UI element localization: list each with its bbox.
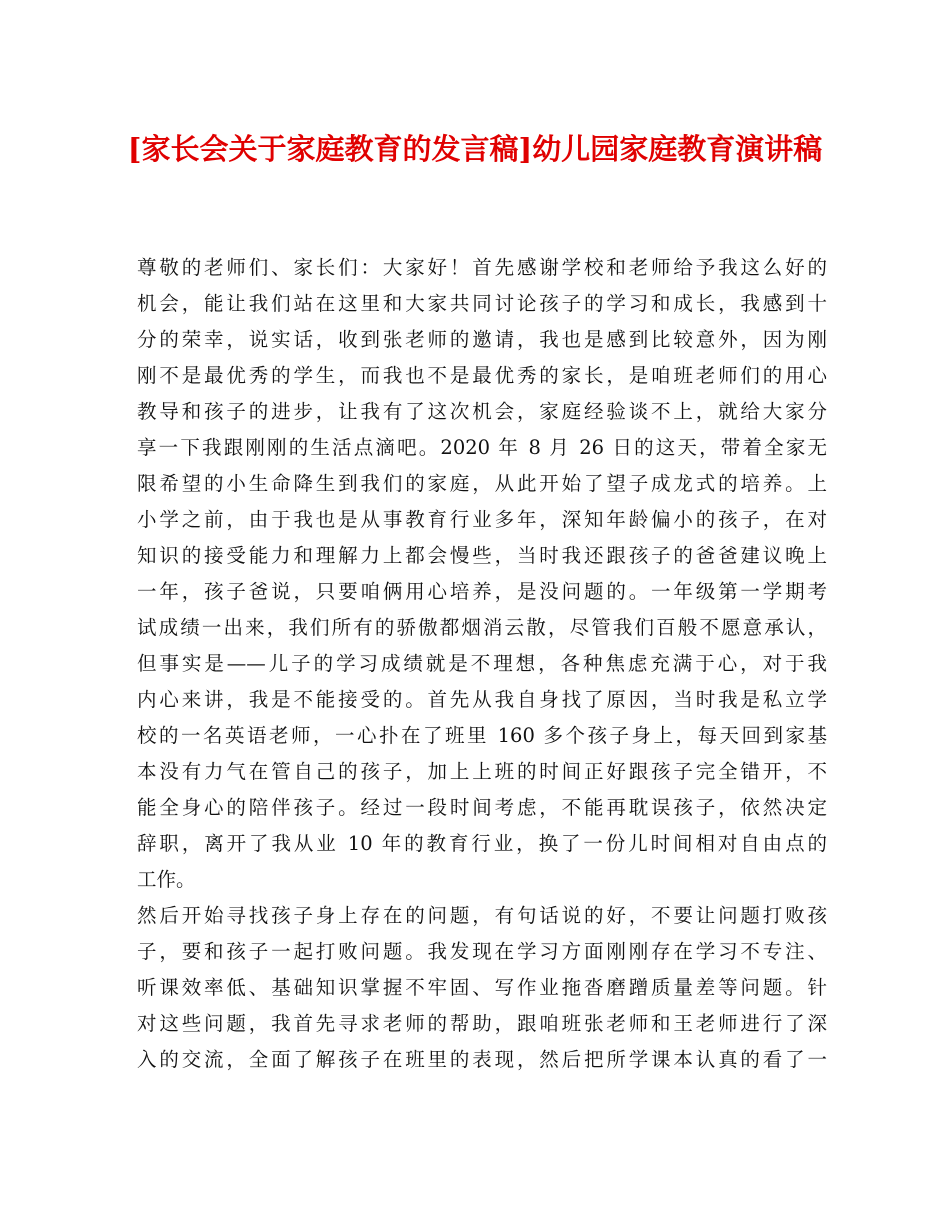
body-line: 对这些问题，我首先寻求老师的帮助，跟咱班张老师和王老师进行了深 <box>137 1012 827 1035</box>
body-line: 辞职，离开了我从业 10 年的教育行业，换了一份儿时间相对自由点的 <box>137 832 827 855</box>
body-line: 限希望的小生命降生到我们的家庭，从此开始了望子成龙式的培养。上 <box>137 472 827 495</box>
body-line: 享一下我跟刚刚的生活点滴吧。2020 年 8 月 26 日的这天，带着全家无 <box>137 436 827 459</box>
document-title: [家长会关于家庭教育的发言稿]幼儿园家庭教育演讲稿 <box>127 132 823 166</box>
body-line: 然后开始寻找孩子身上存在的问题，有句话说的好，不要让问题打败孩 <box>137 904 827 927</box>
body-line: 分的荣幸，说实话，收到张老师的邀请，我也是感到比较意外，因为刚 <box>137 328 827 351</box>
body-line: 听课效率低、基础知识掌握不牢固、写作业拖沓磨蹭质量差等问题。针 <box>137 976 827 999</box>
document-body <box>137 250 827 1078</box>
body-line: 但事实是——儿子的学习成绩就是不理想，各种焦虑充满于心，对于我 <box>137 652 827 675</box>
body-line: 小学之前，由于我也是从事教育行业多年，深知年龄偏小的孩子，在对 <box>137 508 827 531</box>
body-line: 本没有力气在管自己的孩子，加上上班的时间正好跟孩子完全错开，不 <box>137 760 827 783</box>
body-line: 一年，孩子爸说，只要咱俩用心培养，是没问题的。一年级第一学期考 <box>137 580 827 603</box>
body-line: 入的交流，全面了解孩子在班里的表现，然后把所学课本认真的看了一 <box>137 1048 827 1071</box>
body-line: 尊敬的老师们、家长们：大家好！首先感谢学校和老师给予我这么好的 <box>137 256 827 279</box>
body-line: 教导和孩子的进步，让我有了这次机会，家庭经验谈不上，就给大家分 <box>137 400 827 423</box>
body-line: 试成绩一出来，我们所有的骄傲都烟消云散，尽管我们百般不愿意承认， <box>137 616 827 639</box>
body-line: 内心来讲，我是不能接受的。首先从我自身找了原因，当时我是私立学 <box>137 688 827 711</box>
body-line: 校的一名英语老师，一心扑在了班里 160 多个孩子身上，每天回到家基 <box>137 724 827 747</box>
body-line: 工作。 <box>137 868 196 891</box>
body-line: 子，要和孩子一起打败问题。我发现在学习方面刚刚存在学习不专注、 <box>137 940 827 963</box>
body-line: 知识的接受能力和理解力上都会慢些，当时我还跟孩子的爸爸建议晚上 <box>137 544 827 567</box>
body-line: 能全身心的陪伴孩子。经过一段时间考虑，不能再耽误孩子，依然决定 <box>137 796 827 819</box>
body-line: 机会，能让我们站在这里和大家共同讨论孩子的学习和成长，我感到十 <box>137 292 827 315</box>
body-line: 刚不是最优秀的学生，而我也不是最优秀的家长，是咱班老师们的用心 <box>137 364 827 387</box>
